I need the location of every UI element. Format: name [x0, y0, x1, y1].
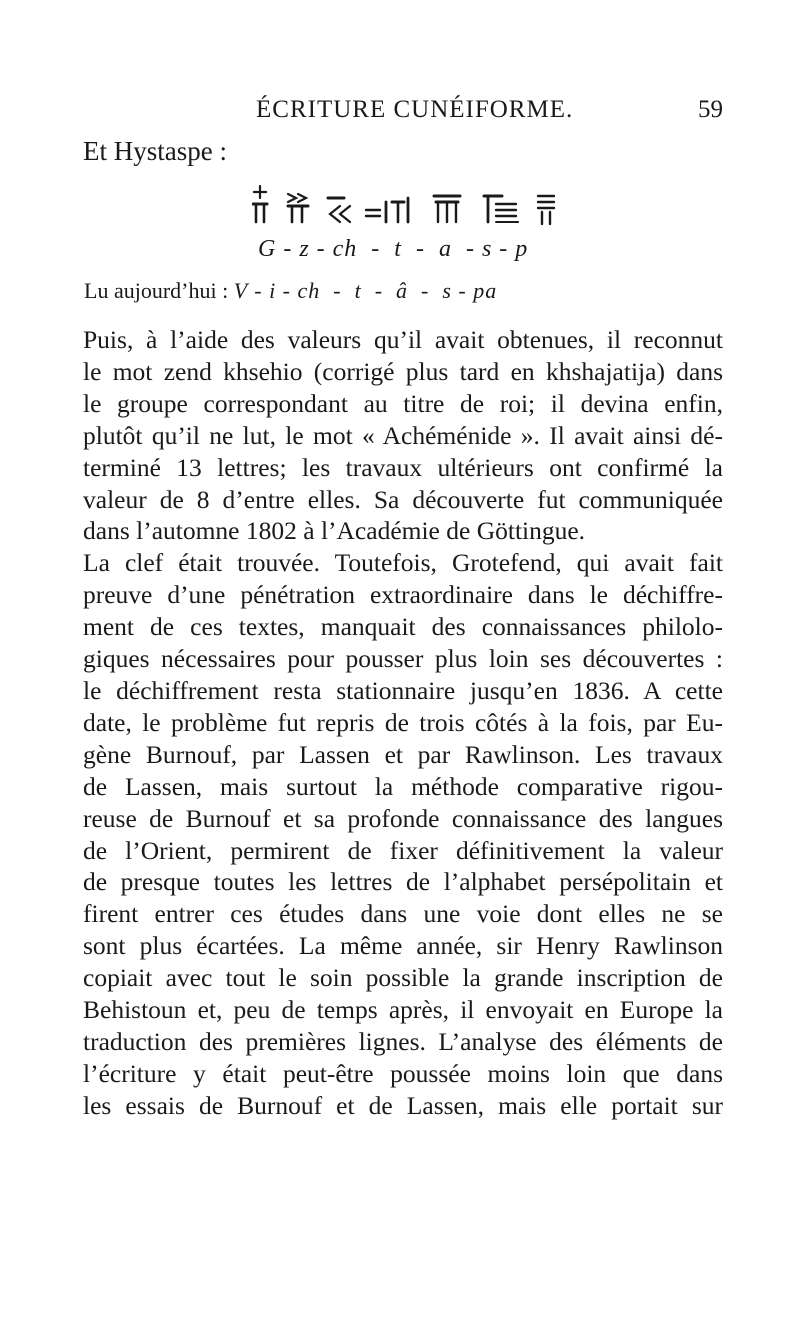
running-title: ÉCRITURE CUNÉIFORME.: [256, 96, 574, 123]
text-line: preuve d’une pénétration extraordinaire dans le déchiffre-: [83, 580, 723, 610]
cuneiform-sign: [253, 186, 267, 222]
text-line: valeur de 8 d’entre elles. Sa découverte fut communiquée: [83, 484, 723, 514]
text-line: La clef était trouvée. Toutefois, Grotefend, qui avait fait: [83, 548, 723, 578]
cuneiform-signs-illustration: [252, 180, 682, 232]
text-line: plutôt qu’il ne lut, le mot « Achéménide ». Il avait ainsi dé-: [83, 420, 723, 450]
text-line: les essais de Burnouf et de Lassen, mais elle portait sur: [83, 1090, 723, 1120]
text-line: traduction des premières lignes. L’analyse des éléments de: [83, 1026, 723, 1056]
text-line: Puis, à l’aide des valeurs qu’il avait obtenues, il reconnut: [83, 325, 723, 354]
modern-reading: [84, 278, 497, 304]
text-line: de Lassen, mais surtout la méthode comparative rigou-: [83, 771, 723, 801]
text-line: terminé 13 lettres; les travaux ultérieurs ont confirmé la: [83, 452, 723, 482]
cuneiform-sign: [434, 196, 460, 222]
text-line: giques nécessaires pour pousser plus loin ses découvertes :: [83, 644, 723, 674]
text-line: copiait avec tout le soin possible la grande inscription de: [83, 963, 723, 993]
body-text: [83, 324, 723, 1122]
text-line: firent entrer ces études dans une voie dont elles ne se: [83, 899, 723, 929]
text-line: ment de ces textes, manquait des connaissances philolo-: [83, 612, 723, 642]
text-line: l’écriture y était peut-être poussée moins loin que dans: [83, 1058, 723, 1088]
text-line: reuse de Burnouf et sa profonde connaissance des langues: [83, 803, 723, 833]
text-line: sont plus écartées. La même année, sir Henry Rawlinson: [83, 931, 723, 961]
page-number: 59: [698, 96, 723, 123]
text-line: le groupe correspondant au titre de roi; il devina enfin,: [83, 388, 723, 418]
cuneiform-sign: [288, 194, 308, 222]
reading-value: V - i - ch - t - â - s - pa: [233, 278, 498, 303]
reading-label: Lu aujourd’hui :: [84, 278, 234, 303]
cuneiform-sign: [366, 198, 408, 222]
text-line: date, le problème fut repris de trois côtés à la fois, par Eu-: [83, 707, 723, 737]
text-line: Behistoun et, peu de temps après, il envoyait en Europe la: [83, 995, 723, 1025]
text-line: gène Burnouf, par Lassen et par Rawlinson. Les travaux: [83, 739, 723, 769]
transliteration: G - z - ch - t - a - s - p: [258, 236, 529, 262]
text-line: de l’Orient, permirent de fixer définitivement la valeur: [83, 835, 723, 865]
text-line: le déchiffrement resta stationnaire jusqu’en 1836. A cette: [83, 675, 723, 705]
running-head: [0, 96, 800, 130]
cuneiform-sign: [538, 196, 554, 224]
cuneiform-sign: [484, 196, 518, 222]
intro-line: Et Hystaspe :: [83, 136, 227, 166]
cuneiform-sign: [328, 198, 350, 222]
text-line: de presque toutes les lettres de l’alphabet persépolitain et: [83, 867, 723, 897]
text-line: le mot zend khsehio (corrigé plus tard en khshajatija) dans: [83, 356, 723, 386]
text-line: dans l’automne 1802 à l’Académie de Göttingue.: [83, 516, 586, 546]
